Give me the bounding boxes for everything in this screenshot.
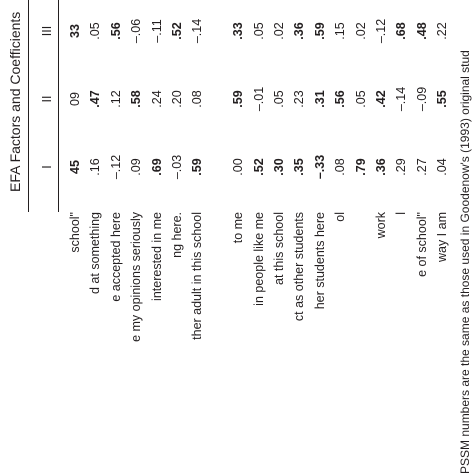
coefficient-cell: –.12 xyxy=(374,18,388,44)
coefficient-cell: .23 xyxy=(292,90,307,108)
coefficient-cell: .52 xyxy=(251,158,266,176)
coefficient-cell: –.01 xyxy=(251,86,266,112)
coefficient-cell: .08 xyxy=(190,90,205,108)
coefficient-cell: .56 xyxy=(108,22,123,40)
coefficient-cell: .05 xyxy=(88,22,103,40)
row-label: work xyxy=(374,212,388,239)
coefficient-cell: .22 xyxy=(435,22,450,40)
coefficient-cell: .31 xyxy=(312,90,327,108)
row-label: ol xyxy=(333,212,348,222)
row-label: d at something xyxy=(88,212,103,294)
coefficient-cell: 45 xyxy=(68,160,82,174)
coefficient-cell: .16 xyxy=(88,158,103,176)
coefficient-cell: .15 xyxy=(333,22,348,40)
row-label: e accepted here xyxy=(108,212,123,302)
coefficient-cell: .47 xyxy=(88,90,103,108)
coefficient-cell: .27 xyxy=(414,158,429,176)
coefficient-cell: .59 xyxy=(190,158,205,176)
coefficient-cell: .12 xyxy=(108,90,123,108)
row-label: to me xyxy=(231,212,246,244)
row-label: her students here xyxy=(312,212,327,310)
coefficient-cell: .09 xyxy=(129,158,144,176)
row-label: l xyxy=(394,212,409,215)
coefficient-cell: .35 xyxy=(292,158,307,176)
coefficient-cell: .68 xyxy=(394,22,409,40)
coefficient-cell: –.14 xyxy=(190,18,205,44)
coefficient-cell: .55 xyxy=(435,90,450,108)
row-label: in people like me xyxy=(251,212,266,306)
row-label: interested in me xyxy=(149,212,164,301)
coefficient-cell: .59 xyxy=(312,22,327,40)
coefficient-cell: 33 xyxy=(68,24,82,38)
coefficient-cell: .00 xyxy=(231,158,246,176)
header-rule xyxy=(28,0,29,212)
coefficient-cell: –.14 xyxy=(394,86,409,112)
coefficient-cell: .04 xyxy=(435,158,450,176)
column-header-3: III xyxy=(40,25,54,37)
row-label: e my opinions seriously xyxy=(129,212,144,342)
coefficient-cell: .20 xyxy=(170,90,184,108)
row-label: school" xyxy=(68,212,82,253)
column-header-1: I xyxy=(40,165,54,169)
row-label: way I am xyxy=(435,212,450,263)
column-rule xyxy=(58,0,59,212)
coefficient-cell: .69 xyxy=(149,158,164,176)
row-label: e of school" xyxy=(414,212,429,277)
coefficient-cell: .08 xyxy=(333,158,348,176)
coefficient-cell: .79 xyxy=(353,158,368,176)
coefficient-cell: –.12 xyxy=(108,154,123,180)
coefficient-cell: .36 xyxy=(292,22,307,40)
coefficient-cell: .48 xyxy=(414,22,429,40)
coefficient-cell: –.33 xyxy=(312,154,327,180)
coefficient-cell: –.11 xyxy=(149,19,164,43)
coefficient-cell: .05 xyxy=(353,90,368,108)
footnote: PSSM numbers are the same as those used in Goodenow's (1993) original stud xyxy=(458,50,472,474)
coefficient-cell: .36 xyxy=(374,158,388,176)
coefficient-cell: .05 xyxy=(251,22,266,40)
coefficient-cell: .56 xyxy=(333,90,348,108)
column-header-2: II xyxy=(40,95,54,103)
coefficient-cell: .02 xyxy=(272,22,286,40)
coefficient-cell: .02 xyxy=(353,22,368,40)
coefficient-cell: .42 xyxy=(374,90,388,108)
coefficient-cell: .33 xyxy=(231,22,246,40)
coefficient-cell: –.09 xyxy=(414,86,429,112)
coefficient-cell: .52 xyxy=(170,22,184,40)
group-header: EFA Factors and Coefficients xyxy=(7,11,23,192)
coefficient-cell: .58 xyxy=(129,90,144,108)
coefficient-cell: 09 xyxy=(68,92,82,106)
row-label: ct as other students xyxy=(292,212,307,322)
row-label: ng here. xyxy=(170,212,184,258)
coefficient-cell: .05 xyxy=(272,90,286,108)
coefficient-cell: .30 xyxy=(272,158,286,176)
row-label: ther adult in this school xyxy=(190,212,205,340)
coefficient-cell: .24 xyxy=(149,90,164,108)
coefficient-cell: .29 xyxy=(394,158,409,176)
coefficient-cell: –.03 xyxy=(170,154,184,180)
row-label: at this school xyxy=(272,212,286,285)
coefficient-cell: –.06 xyxy=(129,18,144,44)
coefficient-cell: .59 xyxy=(231,90,246,108)
